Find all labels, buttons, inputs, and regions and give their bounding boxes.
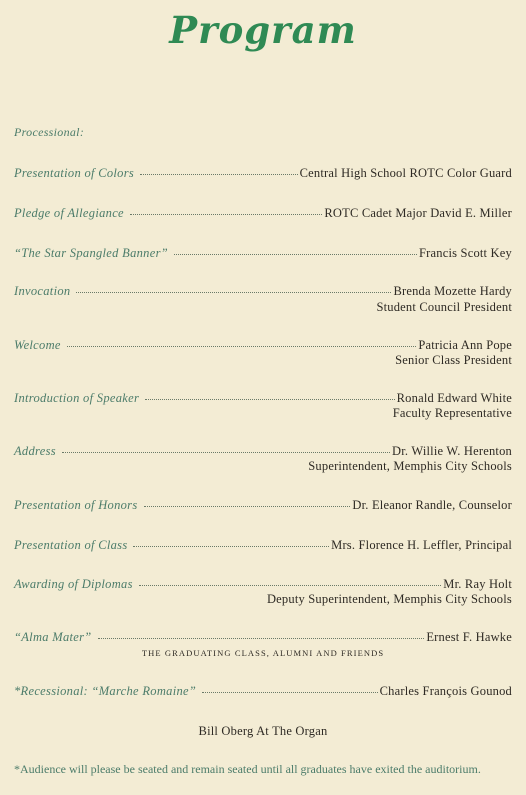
dot-leader: [67, 346, 417, 347]
item-value: Francis Scott Key: [419, 246, 512, 260]
item-value: Central High School ROTC Color Guard: [299, 166, 512, 180]
dot-leader: [76, 292, 391, 293]
alma-mater-performers: THE GRADUATING CLASS, ALUMNI AND FRIENDS: [141, 648, 385, 658]
item-name: Presentation of Honors: [14, 498, 138, 512]
footnote: *Audience will please be seated and remain seated until all graduates have exited the auditorium.: [14, 762, 481, 776]
program-item-welcome: [14, 338, 512, 353]
program-item-anthem: [14, 246, 512, 261]
item-subtitle: Student Council President: [376, 300, 512, 314]
dot-leader: [98, 638, 425, 639]
processional-label: Processional:: [14, 125, 85, 139]
program-item-pledge: [14, 206, 512, 221]
item-name: Invocation: [14, 284, 71, 298]
item-value: Mrs. Florence H. Leffler, Principal: [331, 538, 512, 552]
item-subtitle: Deputy Superintendent, Memphis City Schools: [266, 592, 512, 606]
item-name: *Recessional: “Marche Romaine”: [14, 684, 197, 698]
item-subtitle: Faculty Representative: [392, 406, 512, 420]
item-value: Mr. Ray Holt: [443, 577, 512, 591]
item-name: Introduction of Speaker: [14, 391, 140, 405]
item-value: Dr. Eleanor Randle, Counselor: [352, 498, 512, 512]
item-name: Address: [14, 444, 56, 458]
dot-leader: [145, 399, 394, 400]
program-item-address: [14, 444, 512, 459]
dot-leader: [202, 692, 378, 693]
item-name: Presentation of Class: [14, 538, 128, 552]
dot-leader: [140, 174, 298, 175]
program-item-class: [14, 538, 512, 553]
program-item-invocation: [14, 284, 512, 299]
dot-leader: [174, 254, 417, 255]
item-name: Pledge of Allegiance: [14, 206, 124, 220]
item-value: Ronald Edward White: [396, 391, 512, 405]
program-item-recessional: [14, 684, 512, 699]
item-value: Dr. Willie W. Herenton: [392, 444, 512, 458]
item-name: “Alma Mater”: [14, 630, 92, 644]
item-name: “The Star Spangled Banner”: [14, 246, 168, 260]
dot-leader: [62, 452, 390, 453]
item-name: Awarding of Diplomas: [14, 577, 133, 591]
item-name: Presentation of Colors: [14, 166, 135, 180]
program-item-alma-mater: [14, 630, 512, 645]
dot-leader: [139, 585, 442, 586]
program-item-honors: [14, 498, 512, 513]
item-subtitle: Superintendent, Memphis City Schools: [308, 459, 512, 473]
program-item-diplomas: [14, 577, 512, 592]
page-title: Program: [169, 8, 357, 52]
dot-leader: [130, 214, 322, 215]
item-value: Charles François Gounod: [379, 684, 512, 698]
item-value: Ernest F. Hawke: [426, 630, 512, 644]
item-subtitle: Senior Class President: [395, 353, 512, 367]
program-item-colors: [14, 166, 512, 181]
program-item-introduction: [14, 391, 512, 406]
dot-leader: [144, 506, 351, 507]
item-value: Brenda Mozette Hardy: [393, 284, 512, 298]
organist-line: Bill Oberg At The Organ: [198, 724, 328, 738]
item-value: ROTC Cadet Major David E. Miller: [324, 206, 512, 220]
item-name: Welcome: [14, 338, 61, 352]
item-value: Patricia Ann Pope: [418, 338, 512, 352]
dot-leader: [133, 546, 329, 547]
